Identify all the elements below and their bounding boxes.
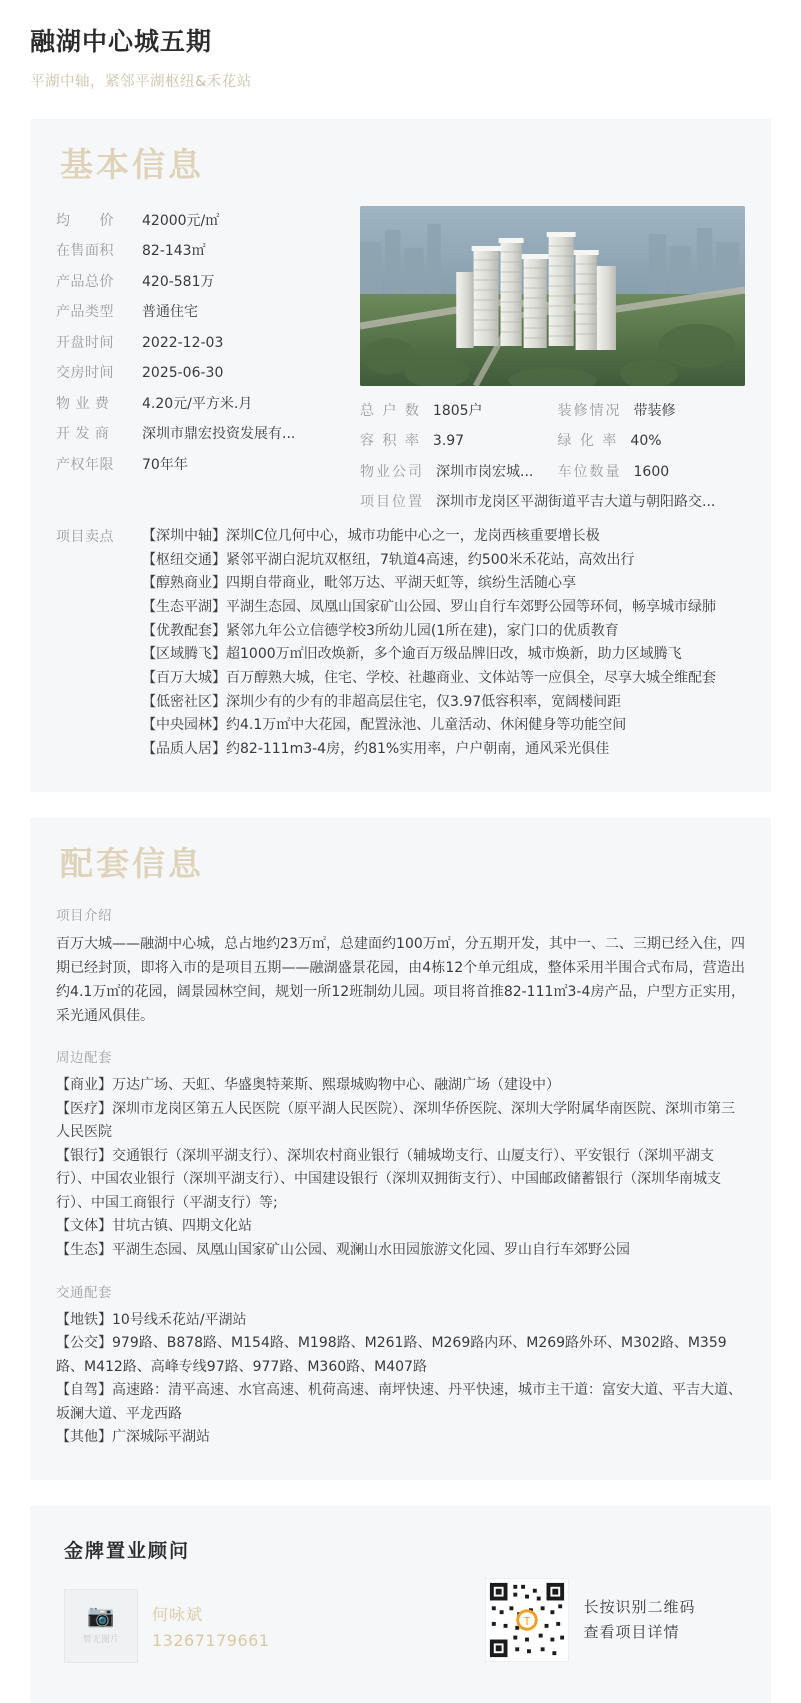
stat-field-value: 深圳市龙岗区平湖街道平吉大道与朝阳路交... bbox=[436, 494, 716, 511]
project-hero-image bbox=[360, 206, 745, 386]
basic-field bbox=[56, 393, 356, 413]
selling-point: 【中央园林】约4.1万㎡中大花园，配置泳池、儿童活动、休闲健身等功能空间 bbox=[142, 717, 627, 734]
selling-point: 【深圳中轴】深圳C位几何中心，城市功能中心之一，龙岗西核重要增长极 bbox=[142, 528, 600, 545]
stat-field bbox=[558, 461, 746, 481]
intro-text: 百万大城——融湖中心城，总占地约23万㎡，总建面约100万㎡，分五期开发，其中一、二、三期已经入住，四期已经封顶，即将入市的是项目五期——融湖盛景花园，由4栋12个单元组成，整体采用半围合式布局，营造出约4.1万㎡的花园，阔景园林空间，规划一所12班制幼儿园。项目将首推82-111㎡3-4房产品，户型方正实用，采光通风俱佳。 bbox=[56, 936, 745, 1025]
stat-field bbox=[558, 430, 746, 450]
stat-field-key: 装修情况 bbox=[557, 402, 622, 419]
basic-info-left-fields bbox=[56, 206, 356, 485]
around-label: 周边配套 bbox=[56, 1050, 112, 1067]
qr-text-line1: 长按识别二维码 bbox=[583, 1597, 696, 1616]
page-title: 融湖中心城五期 bbox=[30, 27, 213, 56]
consultant-title: 金牌置业顾问 bbox=[64, 1539, 191, 1562]
traffic-line: 【其他】广深城际平湖站 bbox=[56, 1429, 210, 1446]
basic-field-key: 物 业 费 bbox=[56, 395, 110, 412]
avatar bbox=[64, 1589, 138, 1663]
basic-field bbox=[56, 301, 356, 321]
selling-point: 【生态平湖】平湖生态园、凤凰山国家矿山公园、罗山自行车郊野公园等环伺，畅享城市绿肺 bbox=[142, 599, 716, 616]
basic-field bbox=[56, 240, 356, 260]
basic-field-key: 产品类型 bbox=[56, 304, 114, 321]
around-line: 【银行】交通银行（深圳平湖支行）、深圳农村商业银行（辅城坳支行、山厦支行）、平安银行（深圳平湖支行）、中国农业银行（深圳平湖支行）、中国建设银行（深圳双拥街支行）、中国邮政储蓄银行（深圳华南城支行）、中国工商银行（平湖支行）等; bbox=[56, 1147, 721, 1211]
agent-name: 何咏斌 bbox=[152, 1604, 204, 1624]
selling-points-list bbox=[142, 525, 745, 762]
stat-field-value: 带装修 bbox=[633, 402, 676, 419]
stat-field-value: 深圳市岗宏城... bbox=[436, 463, 534, 480]
basic-info-right-fields bbox=[360, 400, 745, 512]
selling-point: 【区域腾飞】超1000万㎡旧改焕新，多个逾百万级品牌旧改，城市焕新，助力区域腾飞 bbox=[142, 646, 682, 663]
basic-field-key: 产品总价 bbox=[56, 273, 114, 290]
qr-code[interactable] bbox=[485, 1578, 569, 1662]
basic-field-key: 在售面积 bbox=[56, 243, 114, 260]
facility-info-card bbox=[30, 818, 771, 1480]
traffic-line: 【地铁】10号线禾花站/平湖站 bbox=[56, 1311, 247, 1328]
selling-points-label: 项目卖点 bbox=[56, 529, 114, 546]
basic-field-value: 2025-06-30 bbox=[142, 365, 224, 382]
stat-field-value: 3.97 bbox=[432, 433, 465, 450]
stat-field bbox=[360, 491, 745, 511]
selling-points-block bbox=[56, 525, 745, 762]
traffic-label: 交通配套 bbox=[56, 1284, 112, 1301]
basic-field-key: 均 价 bbox=[56, 212, 114, 229]
traffic-line: 【自驾】高速路：清平高速、水官高速、机荷高速、南坪快速、丹平快速，城市主干道：富安大道、平吉大道、坂澜大道、平龙西路 bbox=[56, 1382, 742, 1422]
basic-field-value: 70年年 bbox=[142, 456, 188, 473]
stat-field bbox=[558, 400, 746, 420]
basic-field bbox=[56, 423, 356, 443]
stat-field-value: 1805户 bbox=[432, 402, 483, 419]
selling-point: 【优教配套】紧邻九年公立信德学校3所幼儿园(1所在建)，家门口的优质教育 bbox=[142, 622, 619, 639]
basic-field-key: 交房时间 bbox=[56, 365, 114, 382]
around-line: 【商业】万达广场、天虹、华盛奥特莱斯、熙璟城购物中心、融湖广场（建设中） bbox=[56, 1077, 560, 1094]
stat-field-key: 物业公司 bbox=[360, 463, 424, 480]
basic-field-value: 深圳市鼎宏投资发展有... bbox=[142, 426, 296, 443]
basic-field-value: 普通住宅 bbox=[142, 304, 198, 321]
page-subtitle: 平湖中轴，紧邻平湖枢纽&禾花站 bbox=[30, 74, 252, 91]
around-line: 【医疗】深圳市龙岗区第五人民医院（原平湖人民医院）、深圳华侨医院、深圳大学附属华南医院、深圳市第三人民医院 bbox=[56, 1100, 735, 1141]
traffic-line: 【公交】979路、B878路、M154路、M198路、M261路、M269路内环、M269路外环、M302路、M359路、M412路、高峰专线97路、977路、M360路、M407路 bbox=[56, 1335, 727, 1375]
basic-field bbox=[56, 210, 356, 230]
image-placeholder-icon: 📷 bbox=[87, 1604, 115, 1630]
around-lines bbox=[56, 1074, 745, 1262]
stat-field-value: 40% bbox=[630, 433, 662, 450]
stat-field bbox=[360, 430, 548, 450]
basic-field bbox=[56, 454, 356, 474]
basic-field-value: 42000元/㎡ bbox=[142, 212, 220, 229]
facility-info-title: 配套信息 bbox=[60, 843, 204, 883]
basic-field-value: 4.20元/平方米.月 bbox=[142, 395, 253, 412]
selling-point: 【低密社区】深圳少有的少有的非超高层住宅，仅3.97低容积率，宽阔楼间距 bbox=[142, 693, 622, 710]
basic-field-key: 开盘时间 bbox=[56, 334, 114, 351]
svg-text:T: T bbox=[524, 1614, 531, 1628]
basic-field-value: 82-143㎡ bbox=[142, 243, 206, 260]
stat-field-value: 1600 bbox=[633, 463, 670, 480]
basic-field-key: 开 发 商 bbox=[56, 426, 110, 443]
selling-point: 【醇熟商业】四期自带商业，毗邻万达、平湖天虹等，缤纷生活随心享 bbox=[142, 575, 576, 592]
stat-field-key: 总 户 数 bbox=[360, 402, 421, 419]
basic-field-value: 2022-12-03 bbox=[142, 334, 224, 351]
consultant-card bbox=[30, 1506, 771, 1703]
qr-text-line2: 查看项目详情 bbox=[583, 1622, 680, 1641]
avatar-placeholder-text: 暂无图片 bbox=[82, 1635, 119, 1646]
selling-point: 【品质人居】约82-111m3-4房，约81%实用率，户户朝南，通风采光俱佳 bbox=[142, 741, 610, 758]
basic-info-card bbox=[30, 119, 771, 792]
agent-phone[interactable]: 13267179661 bbox=[152, 1630, 270, 1650]
stat-field-key: 容 积 率 bbox=[360, 433, 421, 450]
traffic-lines bbox=[56, 1309, 745, 1450]
basic-field-value: 420-581万 bbox=[142, 273, 215, 290]
stat-field bbox=[360, 400, 548, 420]
intro-label: 项目介绍 bbox=[56, 908, 112, 925]
stat-field-key: 车位数量 bbox=[557, 463, 622, 480]
basic-info-title: 基本信息 bbox=[60, 145, 204, 185]
around-line: 【文体】甘坑古镇、四期文化站 bbox=[56, 1218, 252, 1235]
basic-field bbox=[56, 271, 356, 291]
basic-field bbox=[56, 332, 356, 352]
stat-field bbox=[360, 461, 548, 481]
stat-field-key: 项目位置 bbox=[360, 494, 424, 511]
selling-point: 【枢纽交通】紧邻平湖白泥坑双枢纽，7轨道4高速，约500米禾花站，高效出行 bbox=[142, 551, 635, 568]
around-line: 【生态】平湖生态园、凤凰山国家矿山公园、观澜山水田园旅游文化园、罗山自行车郊野公园 bbox=[56, 1241, 630, 1258]
page-header bbox=[0, 0, 801, 105]
basic-field bbox=[56, 362, 356, 382]
basic-field-key: 产权年限 bbox=[56, 456, 114, 473]
stat-field-key: 绿 化 率 bbox=[557, 433, 619, 450]
selling-point: 【百万大城】百万醇熟大城，住宅、学校、社趣商业、文体站等一应俱全，尽享大城全维配套 bbox=[142, 670, 716, 687]
